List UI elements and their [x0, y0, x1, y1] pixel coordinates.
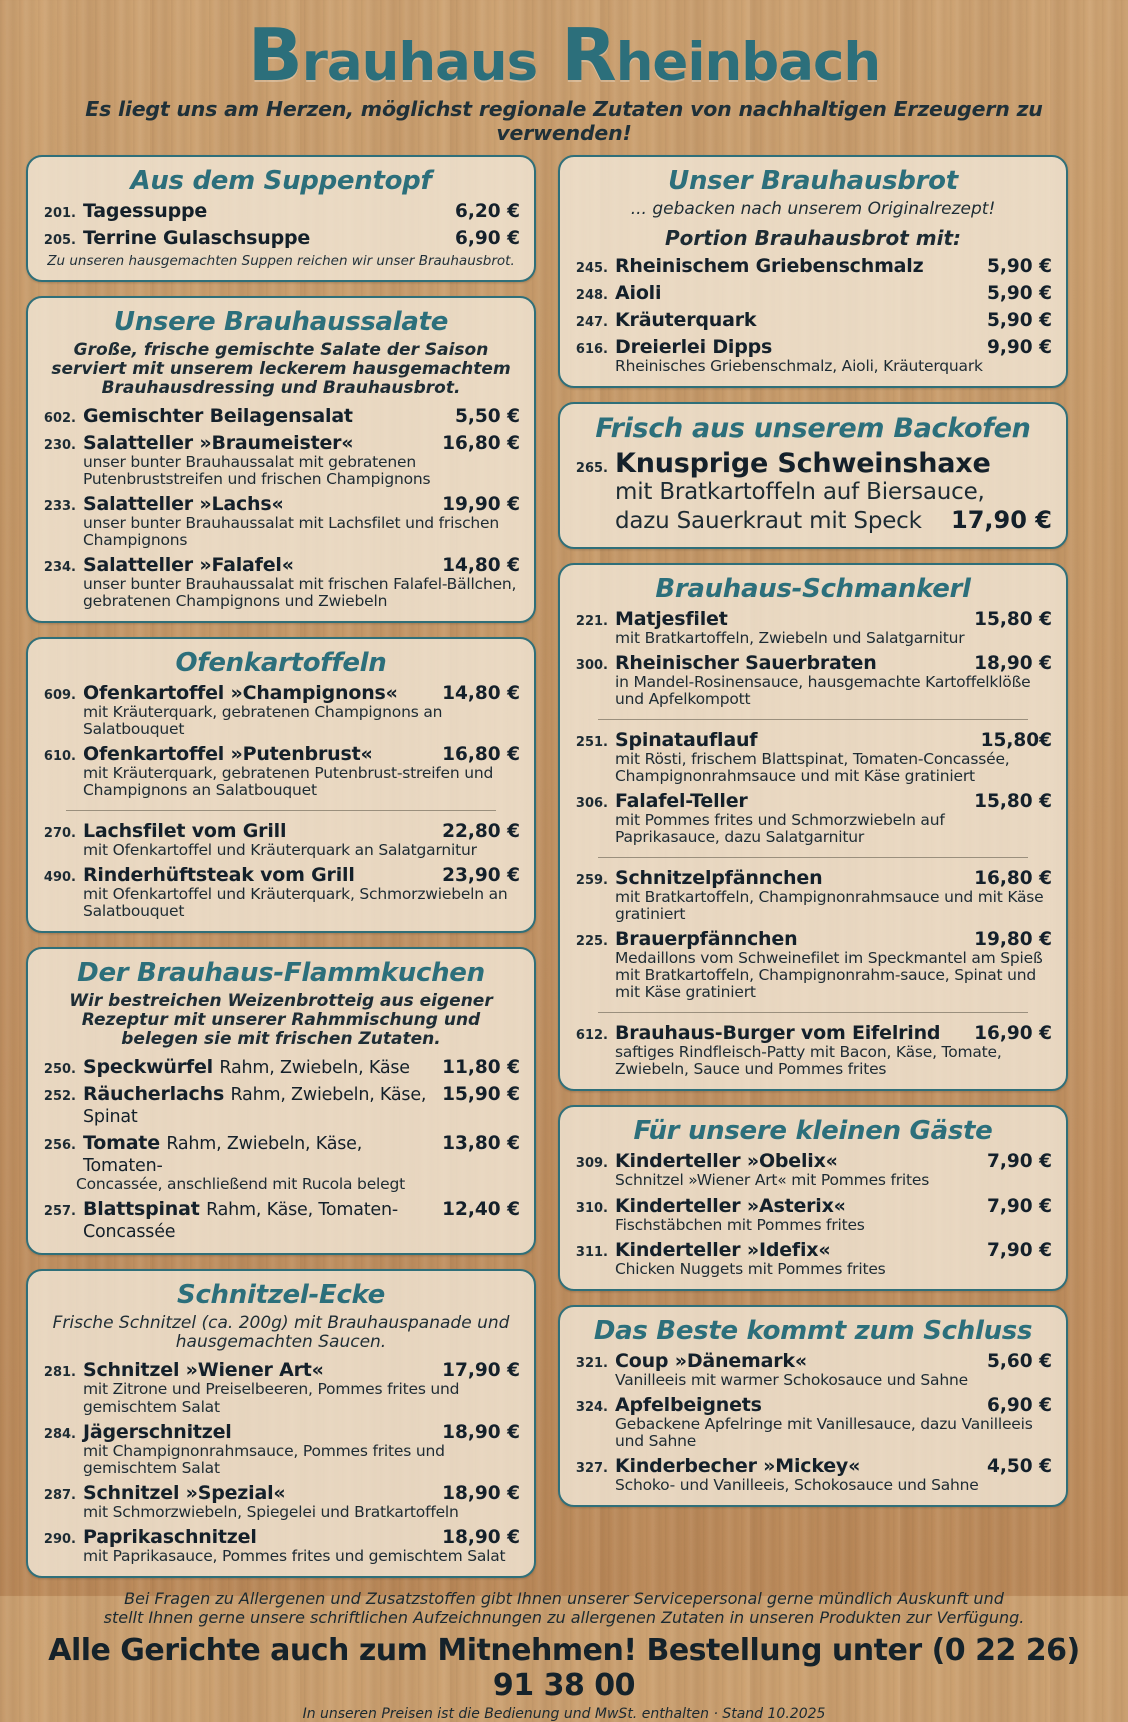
- item-price: 13,80 €: [442, 1133, 520, 1155]
- menu-columns: [26, 155, 1102, 1578]
- item-number: 612.: [575, 1028, 608, 1044]
- item-name-main: Speckwürfel: [83, 1056, 213, 1079]
- item-number: 225.: [575, 934, 608, 950]
- item-description: mit Rösti, frischem Blattspinat, Tomaten-Concassée, Champignonrahmsauce und mit Käse gratiniert: [615, 749, 1010, 785]
- item-number: 205.: [43, 232, 76, 248]
- item-number: 245.: [575, 260, 608, 276]
- item-description: mit Paprikasauce, Pommes frites und gemischtem Salat: [83, 1546, 506, 1565]
- section-intro: Wir bestreichen Weizenbrotteig aus eigener Rezeptur mit unserer Rahmmischung und belegen sie mit frischen Zutaten.: [69, 991, 493, 1050]
- item-price: 12,40 €: [442, 1199, 520, 1221]
- menu-item: [574, 1150, 1052, 1189]
- section-title: Frisch aus unserem Backofen: [595, 412, 1031, 444]
- item-name: Aioli: [615, 281, 662, 304]
- item-name: Salatteller »Braumeister«: [83, 431, 354, 454]
- item-subtext: Rahm, Käse, Tomaten-Concassée: [83, 1200, 398, 1243]
- item-price: 6,90 €: [455, 227, 520, 249]
- item-price: 17,90 €: [442, 1360, 520, 1382]
- item-price: 15,80€: [980, 729, 1052, 751]
- item-name: Kinderbecher »Mickey«: [615, 1454, 861, 1477]
- item-number: 252.: [43, 1089, 76, 1105]
- item-subtext: Rahm, Zwiebeln, Käse, Tomaten-: [83, 1134, 363, 1177]
- item-name: Gemischter Beilagensalat: [83, 404, 353, 427]
- item-price: 22,80 €: [442, 821, 520, 843]
- item-price: 15,90 €: [442, 1084, 520, 1106]
- item-name: Tagessuppe: [83, 199, 208, 222]
- item-number: 234.: [43, 559, 76, 575]
- divider: [66, 810, 496, 811]
- item-name: Kräuterquark: [615, 308, 757, 331]
- menu-item: [574, 1455, 1052, 1494]
- item-number: 201.: [43, 205, 76, 221]
- item-description: mit Bratkartoffeln auf Biersauce,: [615, 478, 985, 505]
- item-description: mit Bratkartoffeln, Champignonrahmsauce und mit Käse gratiniert: [615, 888, 1044, 924]
- item-price: 9,90 €: [987, 336, 1052, 358]
- item-description: Medaillons vom Schweinefilet im Speckmantel am Spieß mit Bratkartoffeln, Champignonrahm-sauce, Spinat und mit Käse gratiniert: [615, 949, 1043, 1002]
- item-description: unser bunter Brauhaussalat mit Lachsfilet und frischen Champignons: [83, 513, 499, 549]
- item-name: [83, 1083, 434, 1127]
- item-price: 18,90 €: [442, 1482, 520, 1504]
- section-intro: Große, frische gemischte Salate der Saison serviert mit unserem leckerem hausgemachtem Brauhausdressing und Brauhausbrot.: [51, 339, 511, 398]
- item-number: 287.: [43, 1487, 76, 1503]
- item-description: mit Kräuterquark, gebratenen Champignons an Salatbouquet: [83, 702, 443, 738]
- item-description: mit Champignonrahmsauce, Pommes frites und gemischtem Salat: [83, 1441, 445, 1477]
- item-name: Brauhaus-Burger vom Eifelrind: [615, 1022, 941, 1045]
- page-subtitle: Es liegt uns am Herzen, möglichst regionale Zutaten von nachhaltigen Erzeugern zu verwenden!: [85, 96, 1043, 145]
- item-number: 284.: [43, 1426, 76, 1442]
- section-intro: Frische Schnitzel (ca. 200g) mit Brauhauspanade und hausgemachten Saucen.: [52, 1313, 510, 1353]
- item-price: 18,90 €: [442, 1421, 520, 1443]
- menu-item: [42, 743, 520, 799]
- menu-item: [42, 682, 520, 738]
- item-description: mit Bratkartoffeln, Zwiebeln und Salatgarnitur: [615, 628, 965, 647]
- item-number: 310.: [575, 1200, 608, 1216]
- item-price: 15,80 €: [974, 791, 1052, 813]
- menu-item: [42, 200, 520, 222]
- item-number: 610.: [43, 749, 76, 765]
- section-kinder: [558, 1105, 1068, 1290]
- menu-item: [574, 652, 1052, 708]
- menu-item: [42, 493, 520, 549]
- item-number: 309.: [575, 1156, 608, 1172]
- item-name: Rheinischer Sauerbraten: [615, 651, 877, 674]
- menu-item: [574, 336, 1052, 375]
- allergen-note-line2: stellt Ihnen gerne unsere schriftlichen Aufzeichnungen zu allergenen Zutaten in unseren Produkten zur Verfügung.: [103, 1607, 1025, 1627]
- divider: [598, 857, 1028, 858]
- item-description: mit Zitrone und Preiselbeeren, Pommes frites und gemischtem Salat: [83, 1380, 460, 1416]
- item-name: Rinderhüftsteak vom Grill: [83, 864, 355, 887]
- page-footer: [26, 1589, 1102, 1722]
- menu-item: [42, 432, 520, 488]
- menu-item: [574, 1350, 1052, 1389]
- title-rauhaus: rauhaus: [301, 32, 538, 93]
- item-price: 5,90 €: [987, 282, 1052, 304]
- item-description: saftiges Rindfleisch-Patty mit Bacon, Käse, Tomate, Zwiebeln, Sauce und Pommes frites: [615, 1043, 1002, 1079]
- item-name: Kinderteller »Idefix«: [615, 1238, 831, 1261]
- title-rheinbach: heinbach: [615, 32, 881, 93]
- section-schmankerl: [558, 563, 1068, 1092]
- item-price: 4,50 €: [987, 1455, 1052, 1477]
- menu-item: [574, 448, 1052, 536]
- item-name: Salatteller »Lachs«: [83, 492, 284, 515]
- menu-item: [42, 554, 520, 610]
- item-price: 14,80 €: [442, 682, 520, 704]
- takeaway-phone-line: Alle Gerichte auch zum Mitnehmen! Bestellung unter (0 22 26) 91 38 00: [48, 1633, 1080, 1704]
- item-number: 616.: [575, 341, 608, 357]
- item-name: [83, 1056, 434, 1078]
- menu-item: [42, 227, 520, 249]
- item-description: mit Kräuterquark, gebratenen Putenbrust-streifen und Champignons an Salatbouquet: [83, 764, 494, 800]
- item-price: 16,80 €: [974, 868, 1052, 890]
- title-b: B: [247, 13, 302, 97]
- section-title: Der Brauhaus-Flammkuchen: [77, 958, 485, 989]
- item-name-main: Räucherlachs: [83, 1083, 225, 1106]
- item-name: Coup »Dänemark«: [615, 1349, 807, 1372]
- item-number: 230.: [43, 437, 76, 453]
- menu-item: [574, 1394, 1052, 1450]
- section-salate: [26, 296, 536, 623]
- menu-item: [42, 820, 520, 859]
- item-name: Falafel-Teller: [615, 790, 748, 813]
- item-name: Lachsfilet vom Grill: [83, 820, 287, 843]
- left-column: [26, 155, 536, 1578]
- item-price: 5,90 €: [987, 309, 1052, 331]
- item-description: Fischstäbchen mit Pommes frites: [615, 1215, 865, 1234]
- item-description: mit Pommes frites und Schmorzwiebeln auf Paprikasauce, dazu Salatgarnitur: [615, 811, 945, 847]
- item-subtext: Rahm, Zwiebeln, Käse, Spinat: [83, 1085, 427, 1128]
- item-price: 19,80 €: [974, 929, 1052, 951]
- section-schnitzel: [26, 1269, 536, 1577]
- item-name: Schnitzel »Spezial«: [83, 1481, 286, 1504]
- item-number: 490.: [43, 870, 76, 886]
- menu-item: [42, 1421, 520, 1477]
- item-number: 321.: [575, 1355, 608, 1371]
- menu-item: [574, 1022, 1052, 1078]
- item-description-2: dazu Sauerkraut mit Speck: [615, 508, 922, 535]
- item-price: 16,80 €: [442, 744, 520, 766]
- item-name: Terrine Gulaschsuppe: [83, 226, 311, 249]
- menu-item: [42, 1083, 520, 1127]
- item-description: unser bunter Brauhaussalat mit gebratenen Putenbruststreifen und frischen Champignons: [83, 452, 431, 488]
- divider: [598, 719, 1028, 720]
- section-brauhausbrot: [558, 155, 1068, 388]
- item-number: 281.: [43, 1365, 76, 1381]
- item-name: Matjesfilet: [615, 607, 728, 630]
- menu-item: [42, 1056, 520, 1078]
- item-subtext: Rahm, Zwiebeln, Käse: [219, 1058, 410, 1079]
- section-suppentopf: [26, 155, 536, 282]
- item-number: 221.: [575, 613, 608, 629]
- item-price: 23,90 €: [442, 865, 520, 887]
- item-number: 306.: [575, 796, 608, 812]
- page-title: [26, 13, 1102, 97]
- item-name: Schnitzel »Wiener Art«: [83, 1359, 324, 1382]
- item-number: 247.: [575, 314, 608, 330]
- item-description: Gebackene Apfelringe mit Vanillesauce, dazu Vanilleeis und Sahne: [615, 1414, 1033, 1450]
- menu-item: [574, 309, 1052, 331]
- item-price: 5,60 €: [987, 1350, 1052, 1372]
- item-price: 14,80 €: [442, 554, 520, 576]
- menu-item: [574, 1239, 1052, 1278]
- section-intro: ... gebacken nach unserem Originalrezept!: [630, 198, 996, 219]
- menu-item: [574, 867, 1052, 923]
- item-price: 6,90 €: [987, 1394, 1052, 1416]
- item-price: 6,20 €: [455, 200, 520, 222]
- item-number: 256.: [43, 1138, 76, 1154]
- item-description: unser bunter Brauhaussalat mit frischen Falafel-Bällchen, gebratenen Champignons und Zwiebeln: [83, 574, 517, 610]
- item-number: 324.: [575, 1399, 608, 1415]
- item-description: Vanilleeis mit warmer Schokosauce und Sahne: [615, 1370, 968, 1389]
- item-price: 7,90 €: [987, 1151, 1052, 1173]
- item-number: 290.: [43, 1531, 76, 1547]
- item-name: Kinderteller »Obelix«: [615, 1150, 838, 1173]
- item-description: Rheinisches Griebenschmalz, Aioli, Kräuterquark: [615, 356, 983, 375]
- item-number: 251.: [575, 734, 608, 750]
- section-title: Für unsere kleinen Gäste: [633, 1116, 993, 1147]
- item-number: 248.: [575, 287, 608, 303]
- menu-item: [42, 1198, 520, 1242]
- item-description: mit Ofenkartoffel und Kräuterquark, Schmorzwiebeln an Salatbouquet: [83, 885, 508, 921]
- item-number: 233.: [43, 498, 76, 514]
- item-number: 327.: [575, 1460, 608, 1476]
- menu-item: [42, 405, 520, 427]
- item-price: 17,90 €: [951, 506, 1052, 535]
- item-name: Brauerpfännchen: [615, 928, 798, 951]
- menu-item: [42, 1482, 520, 1521]
- right-column: [558, 155, 1068, 1507]
- menu-item: [574, 1195, 1052, 1234]
- section-dessert: [558, 1305, 1068, 1507]
- item-number: 602.: [43, 410, 76, 426]
- item-price: 16,90 €: [974, 1023, 1052, 1045]
- item-description: in Mandel-Rosinensauce, hausgemachte Kartoffelklöße und Apfelkompott: [615, 672, 1031, 708]
- menu-item: [574, 282, 1052, 304]
- item-description: mit Ofenkartoffel und Kräuterquark an Salatgarnitur: [83, 841, 477, 860]
- item-price: 18,90 €: [442, 1526, 520, 1548]
- section-title: Unsere Brauhaussalate: [113, 306, 449, 337]
- section-title: Aus dem Suppentopf: [130, 165, 432, 196]
- item-name-main: Blattspinat: [83, 1198, 200, 1221]
- item-description: Schoko- und Vanilleeis, Schokosauce und Sahne: [615, 1475, 979, 1494]
- item-price: 18,90 €: [974, 652, 1052, 674]
- divider: [598, 1012, 1028, 1013]
- item-name: Ofenkartoffel »Putenbrust«: [83, 743, 373, 766]
- menu-item: [574, 729, 1052, 785]
- section-title: Schnitzel-Ecke: [177, 1280, 385, 1311]
- item-description: mit Schmorzwiebeln, Spiegelei und Bratkartoffeln: [83, 1502, 459, 1521]
- item-number: 609.: [43, 687, 76, 703]
- item-price: 5,50 €: [455, 405, 520, 427]
- item-name: Apfelbeignets: [615, 1393, 762, 1416]
- menu-item: [574, 255, 1052, 277]
- item-number: 250.: [43, 1062, 76, 1078]
- item-name: Rheinischem Griebenschmalz: [615, 254, 924, 277]
- section-flammkuchen: [26, 947, 536, 1255]
- item-number: 257.: [43, 1204, 76, 1220]
- section-backofen: [558, 402, 1068, 549]
- item-name-main: Tomate: [83, 1132, 160, 1155]
- section-title: Unser Brauhausbrot: [668, 165, 958, 196]
- item-name: [83, 1132, 434, 1176]
- price-note: In unseren Preisen ist die Bedienung und MwSt. enthalten · Stand 10.2025: [302, 1706, 826, 1722]
- item-name: [83, 1198, 434, 1242]
- item-price: 15,80 €: [974, 608, 1052, 630]
- item-number: 270.: [43, 826, 76, 842]
- menu-item: [42, 864, 520, 920]
- item-number: 259.: [575, 873, 608, 889]
- menu-item: [574, 608, 1052, 647]
- item-name: Schnitzelpfännchen: [615, 867, 823, 890]
- allergen-note-line1: Bei Fragen zu Allergenen und Zusatzstoffen gibt Ihnen unserer Servicepersonal gerne mündlich Auskunft und: [124, 1588, 1004, 1608]
- menu-item: [42, 1526, 520, 1565]
- item-name: Knusprige Schweinshaxe: [615, 447, 991, 479]
- item-price: 7,90 €: [987, 1239, 1052, 1261]
- item-name: Ofenkartoffel »Champignons«: [83, 681, 398, 704]
- item-price: 16,80 €: [442, 432, 520, 454]
- item-number: 311.: [575, 1244, 608, 1260]
- menu-item: [42, 1132, 520, 1193]
- menu-item: [42, 1359, 520, 1415]
- item-name: Spinatauflauf: [615, 728, 758, 751]
- section-note: Zu unseren hausgemachten Suppen reichen wir unser Brauhausbrot.: [47, 252, 515, 269]
- section-title: Brauhaus-Schmankerl: [655, 573, 971, 604]
- item-name: Jägerschnitzel: [83, 1420, 232, 1443]
- item-price: 5,90 €: [987, 255, 1052, 277]
- menu-item: [574, 790, 1052, 846]
- item-name: Paprikaschnitzel: [83, 1525, 257, 1548]
- item-description: Concassée, anschließend mit Rucola belegt: [76, 1175, 405, 1194]
- item-number: 265.: [575, 460, 608, 476]
- item-number: 300.: [575, 657, 608, 673]
- item-description: Chicken Nuggets mit Pommes frites: [615, 1259, 886, 1278]
- item-price: 11,80 €: [442, 1057, 520, 1079]
- section-subtitle: Portion Brauhausbrot mit:: [664, 225, 962, 250]
- item-name: Dreierlei Dipps: [615, 335, 773, 358]
- menu-item: [574, 928, 1052, 1001]
- section-ofenkartoffeln: [26, 637, 536, 933]
- section-title: Ofenkartoffeln: [175, 647, 387, 678]
- title-r: R: [561, 13, 616, 97]
- item-price: 7,90 €: [987, 1195, 1052, 1217]
- item-description: Schnitzel »Wiener Art« mit Pommes frites: [615, 1171, 930, 1190]
- item-price: 19,90 €: [442, 493, 520, 515]
- item-name: Salatteller »Falafel«: [83, 553, 294, 576]
- item-name: Kinderteller »Asterix«: [615, 1194, 846, 1217]
- section-title: Das Beste kommt zum Schluss: [593, 1315, 1033, 1346]
